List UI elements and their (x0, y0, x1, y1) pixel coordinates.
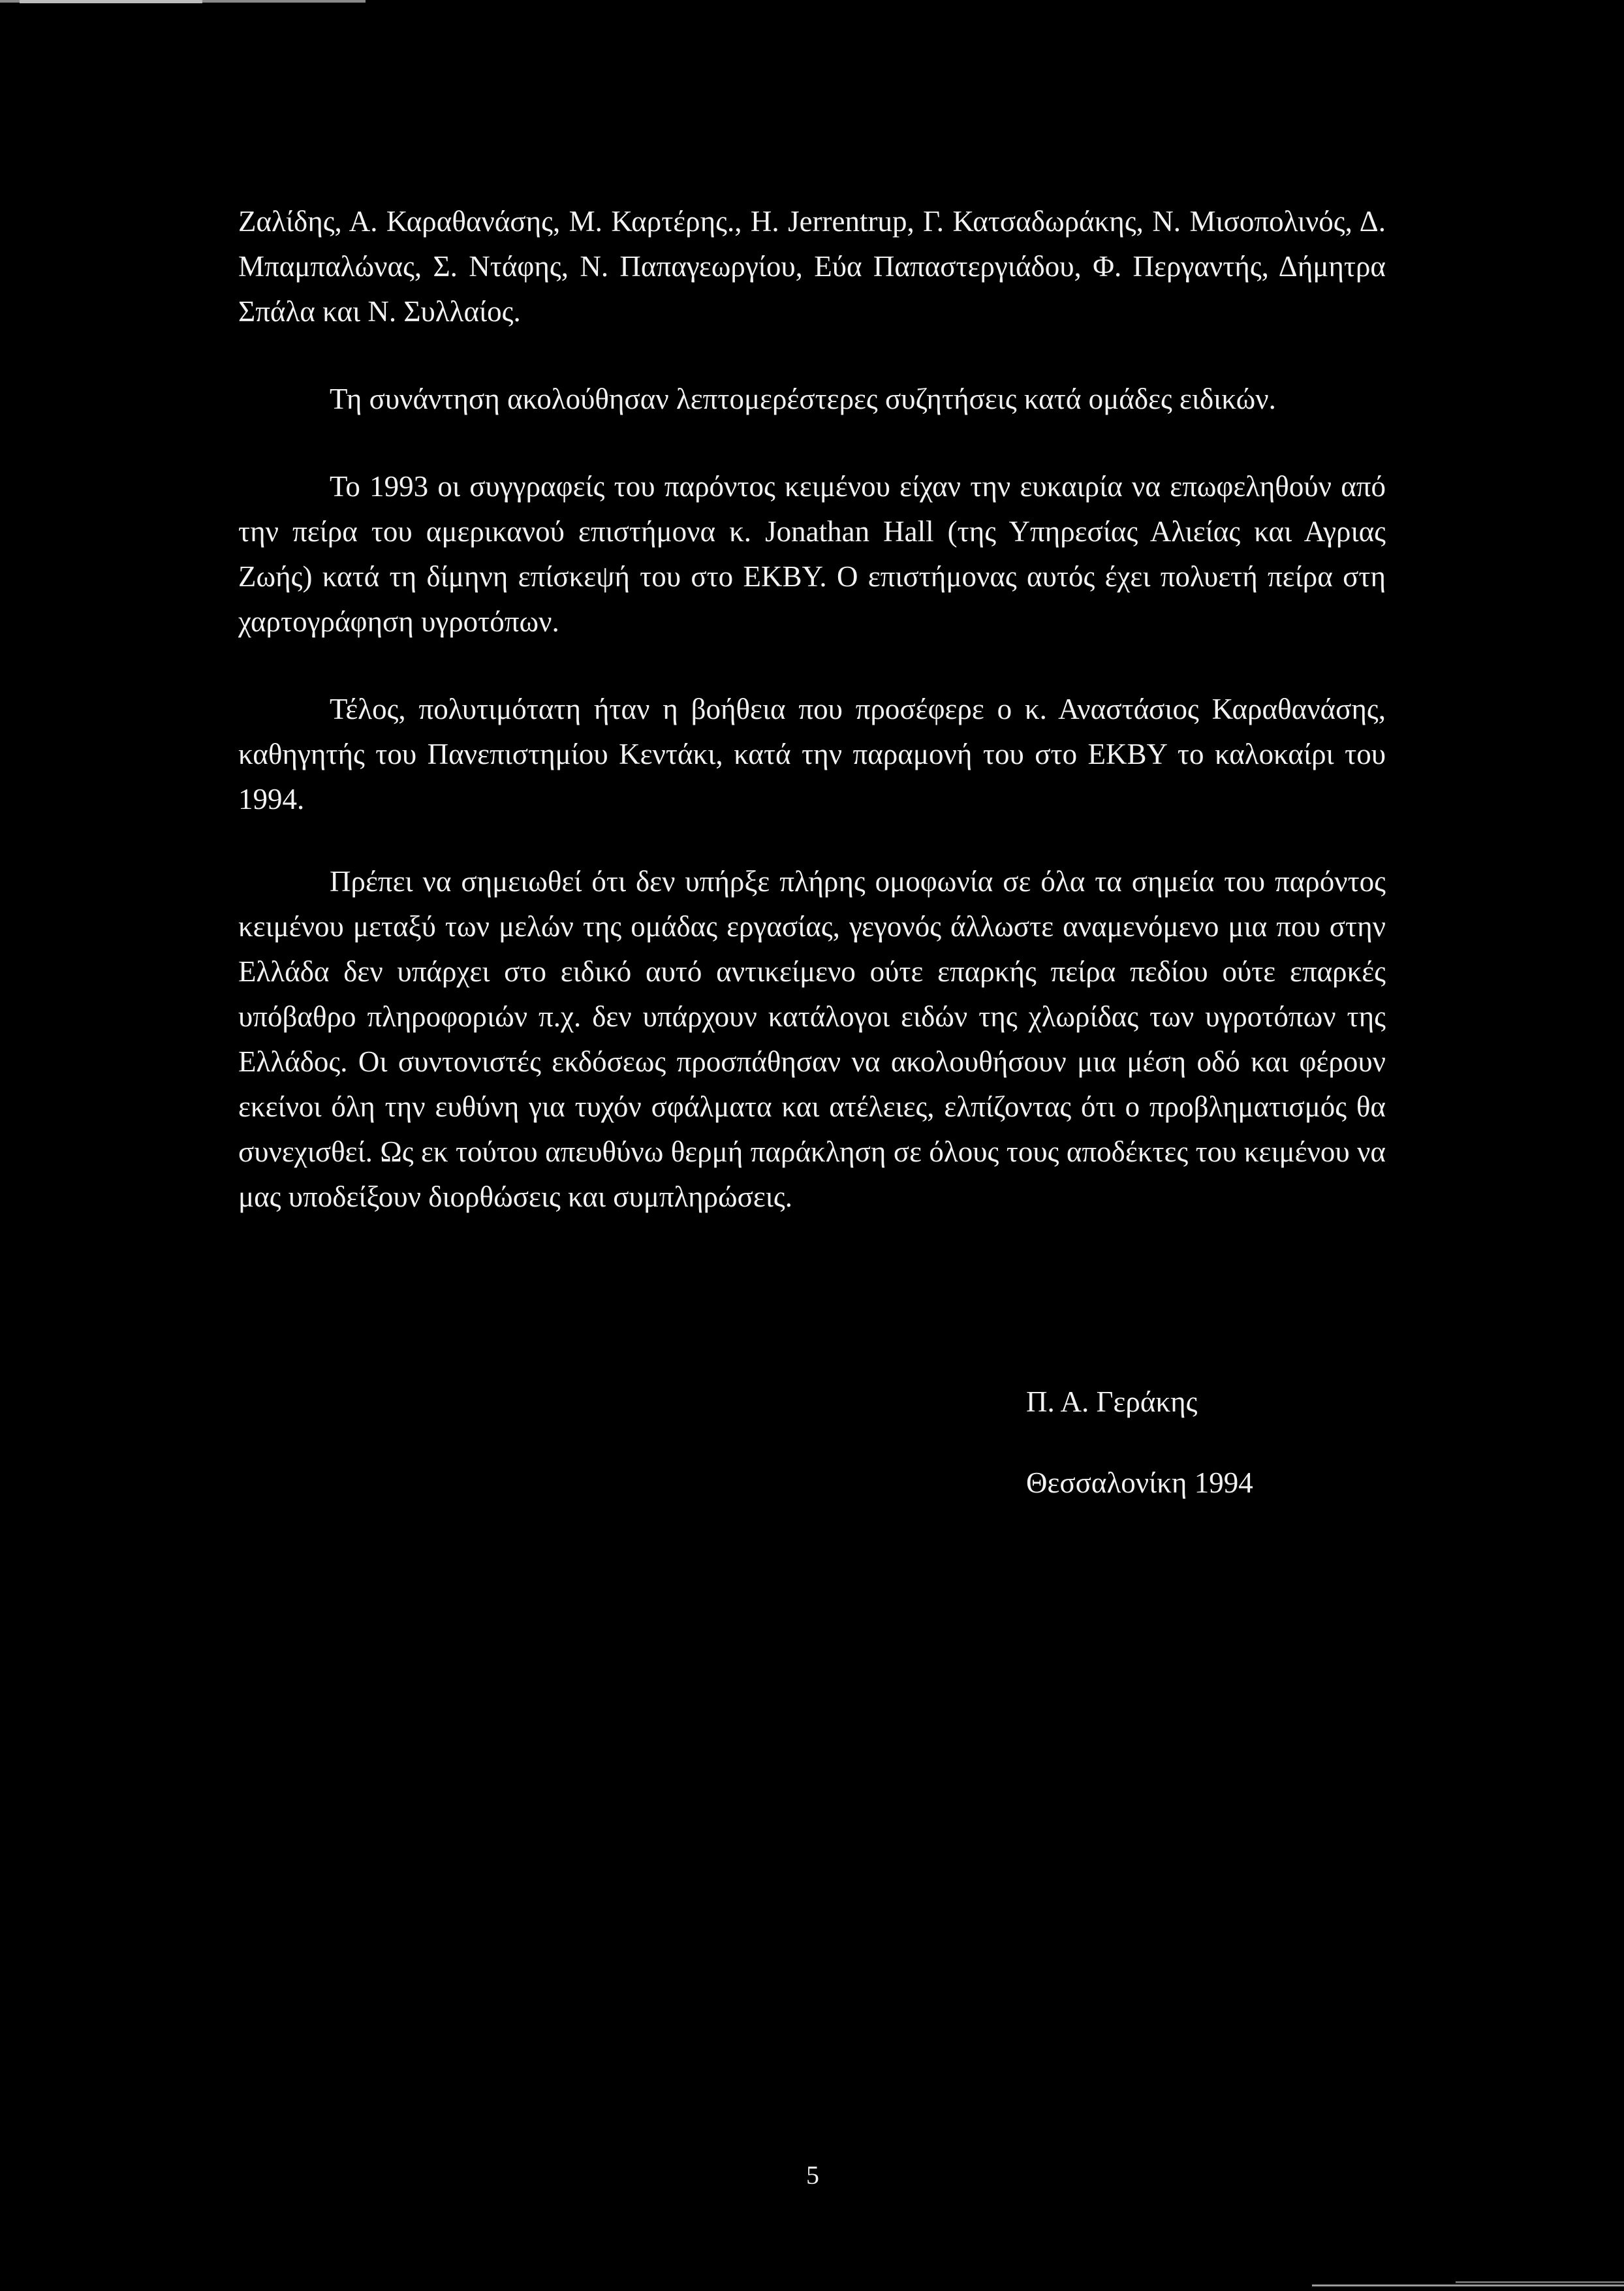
scan-edge-bottom-mark (1456, 2281, 1624, 2283)
scan-edge-top-mark (20, 0, 202, 3)
scan-edge-bottom (1312, 2284, 1624, 2286)
paragraph-note: Πρέπει να σημειωθεί ότι δεν υπήρξε πλήρης ομοφωνία σε όλα τα σημεία του παρόντος κειμένου μεταξύ των μελών της ομάδας εργασίας, γεγονός άλλωστε αναμενόμενο μια που στην Ελλάδα δεν υπάρχει στο ειδικό αυτό αντικείμενο ούτε επαρκής πείρα πεδίου ούτε επαρκές υπόβαθρο πληροφοριών π.χ. δεν υπάρχουν κατάλογοι ειδών της χλωρίδας των υγροτόπων της Ελλάδος. Οι συντονιστές εκδόσεως προσπάθησαν να ακολουθήσουν μια μέση οδό και φέρουν εκείνοι όλη την ευθύνη για τυχόν σφάλματα και ατέλειες, ελπίζοντας ότι ο προβληματισμός θα συνεχισθεί. Ως εκ τούτου απευθύνω θερμή παράκληση σε όλους τους αποδέκτες του κειμένου να μας υποδείξουν διορθώσεις και συμπληρώσεις. (238, 865, 1386, 1213)
paragraph-contributors: Ζαλίδης, Α. Καραθανάσης, Μ. Καρτέρης., Η. Jerrentrup, Γ. Κατσαδωράκης, Ν. Μισοπολινός, Δ. Μπαμπαλώνας, Σ. Ντάφης, Ν. Παπαγεωργίου, Εύα Παπαστεργιάδου, Φ. Περγαντής, Δήμητρα Σπάλα και Ν. Συλλαίος. (238, 205, 1386, 328)
signature: Π. Α. Γεράκης (1026, 1385, 1198, 1418)
paragraph-thanks: Τέλος, πολυτιμότατη ήταν η βοήθεια που προσέφερε ο κ. Αναστάσιος Καραθανάσης, καθηγητής του Πανεπιστημίου Κεντάκι, κατά την παραμονή του στο ΕΚΒΥ το καλοκαίρι του 1994. (238, 693, 1386, 815)
paragraph-1993: Το 1993 οι συγγραφείς του παρόντος κειμένου είχαν την ευκαιρία να επωφεληθούν από την πείρα του αμερικανού επιστήμονα κ. Jonathan Hall (της Υπηρεσίας Αλιείας και Αγριας Ζωής) κατά τη δίμηνη επίσκεψή του στο ΕΚΒΥ. Ο επιστήμονας αυτός έχει πολυετή πείρα στη χαρτογράφηση υγροτόπων. (238, 470, 1386, 638)
document-body (238, 199, 1386, 1220)
paragraph-meeting: Τη συνάντηση ακολούθησαν λεπτομερέστερες συζητήσεις κατά ομάδες ειδικών. (330, 383, 1276, 415)
page-number: 5 (806, 2160, 819, 2190)
place-date: Θεσσαλονίκη 1994 (1026, 1466, 1253, 1499)
